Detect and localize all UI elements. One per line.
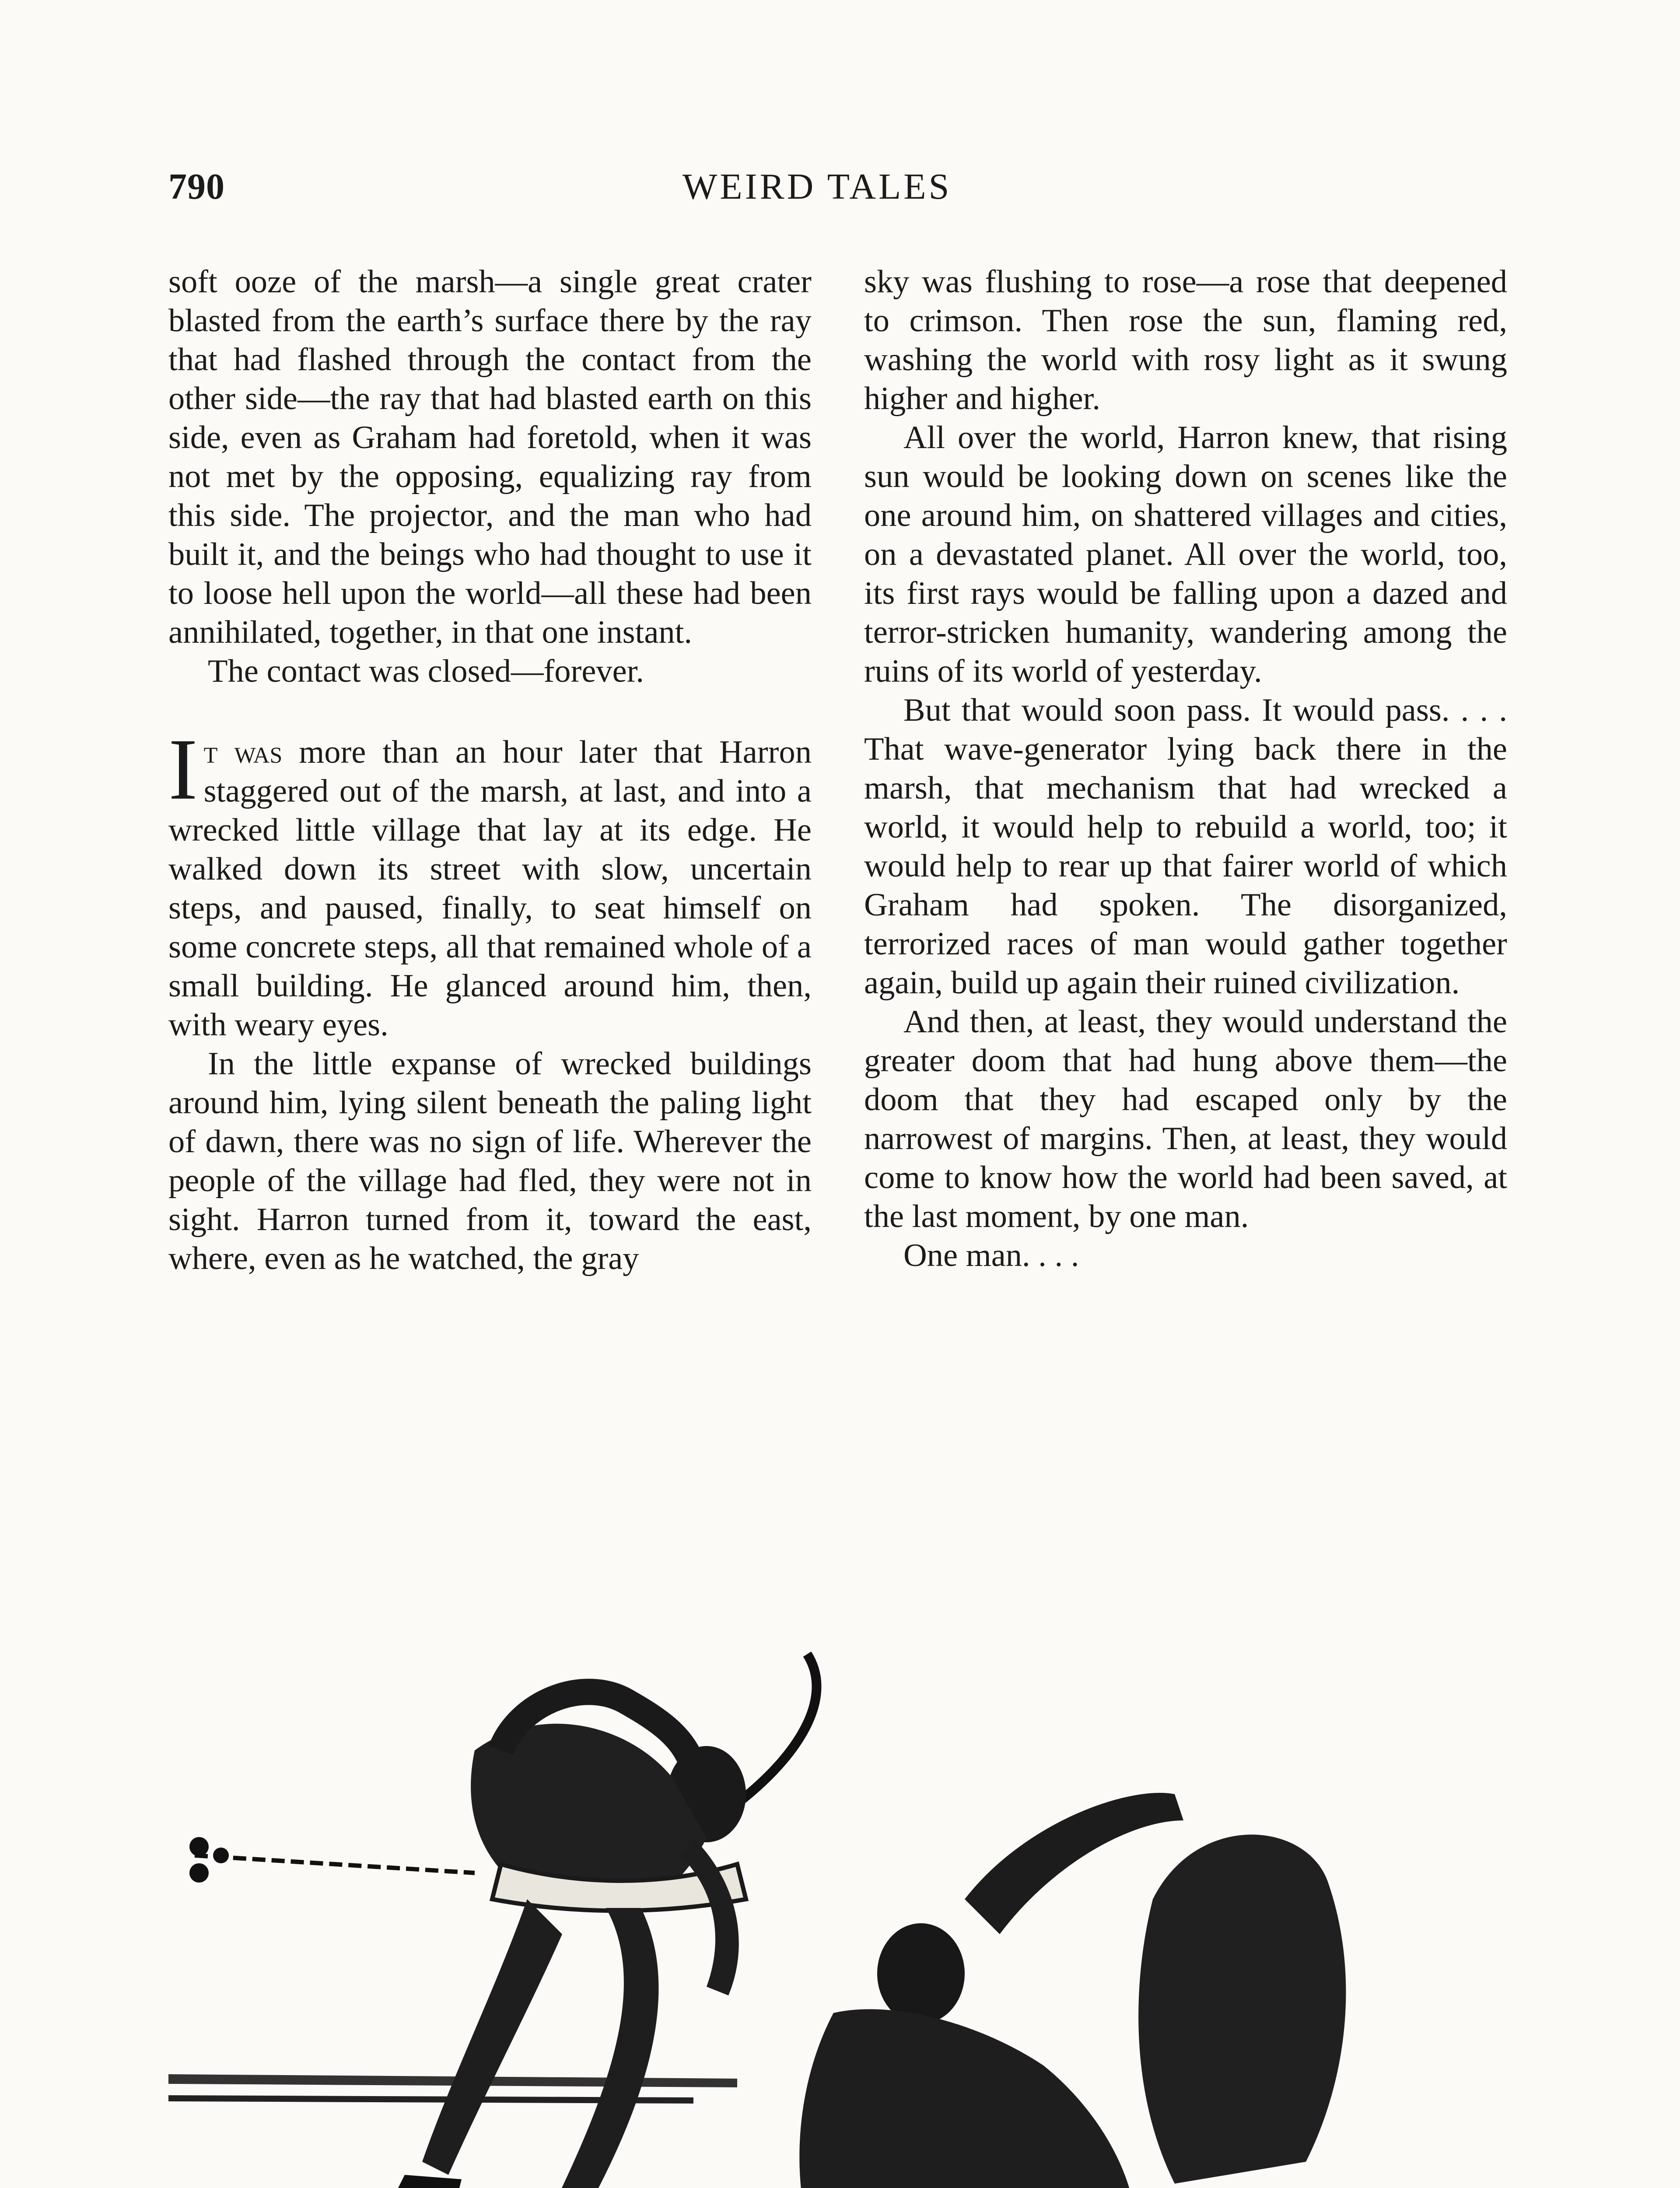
paragraph: But that would soon pass. It would pass. . . . That wave-generator lying back there in the marsh, that mechanism that had wrecked a world, it would help to rebuild a world, too; it would help to rear up that fairer world of which Graham had spoken. The disorganized, terrorized races of man would gather together again, build up again their ruined civilization. (864, 692, 1507, 1001)
right-column (864, 263, 1507, 1275)
illustration-fighting-figures (168, 1637, 1512, 2188)
drop-cap: I (168, 721, 198, 818)
paragraph: In the little expanse of wrecked buildings around him, lying silent beneath the paling light of dawn, there was no sign of life. Wherever the people of the village had fled, they were not in sight. Harron turned from it, toward the east, where, even as he watched, the gray (168, 1046, 812, 1276)
paragraph: The contact was closed—forever. (208, 653, 644, 689)
running-figure (396, 1692, 746, 2188)
falling-figures (799, 1793, 1463, 2188)
paragraph: soft ooze of the marsh—a single great crater blasted from the earth’s surface there by the ray that had flashed through the contact from the other side—the ray that had blasted earth on this side, even as Graham had foretold, when it was not met by the opposing, equalizing ray from this side. The projector, and the man who had built it, and the beings who had thought to use it to loose hell upon the world—all these had been annihilated, together, in that one instant. (168, 264, 812, 650)
paragraph: And then, at least, they would understand the greater doom that had hung above them—the doom that they had escaped only by the narrowest of margins. Then, at least, they would come to know how the world had been saved, at the last moment, by one man. (864, 1004, 1507, 1234)
section-paragraph (168, 721, 812, 1045)
paragraph-text: more than an hour later that Harron staggered out of the marsh, at last, and into a wrecked little village that lay at its edge. He walked down its street with slow, uncertain steps, and paused, finally, to seat himself on some concrete steps, all that remained whole of a small building. He glanced around him, then, with weary eyes. (168, 734, 812, 1043)
paragraph: One man. . . . (903, 1238, 1079, 1273)
small-caps-lead: t was (203, 734, 283, 770)
running-head-title: WEIRD TALES (682, 166, 952, 207)
page-number: 790 (168, 166, 225, 207)
paragraph: sky was flushing to rose—a rose that deepened to crimson. Then rose the sun, flaming red, washing the world with rosy light as it swung higher and higher. (864, 264, 1507, 417)
paragraph: All over the world, Harron knew, that rising sun would be looking down on scenes like the one around him, on shattered villages and cities, on a devastated planet. All over the world, too, its first rays would be falling upon a dazed and terror-stricken humanity, wandering among the ruins of its world of yesterday. (864, 420, 1507, 689)
left-column (168, 263, 812, 1278)
